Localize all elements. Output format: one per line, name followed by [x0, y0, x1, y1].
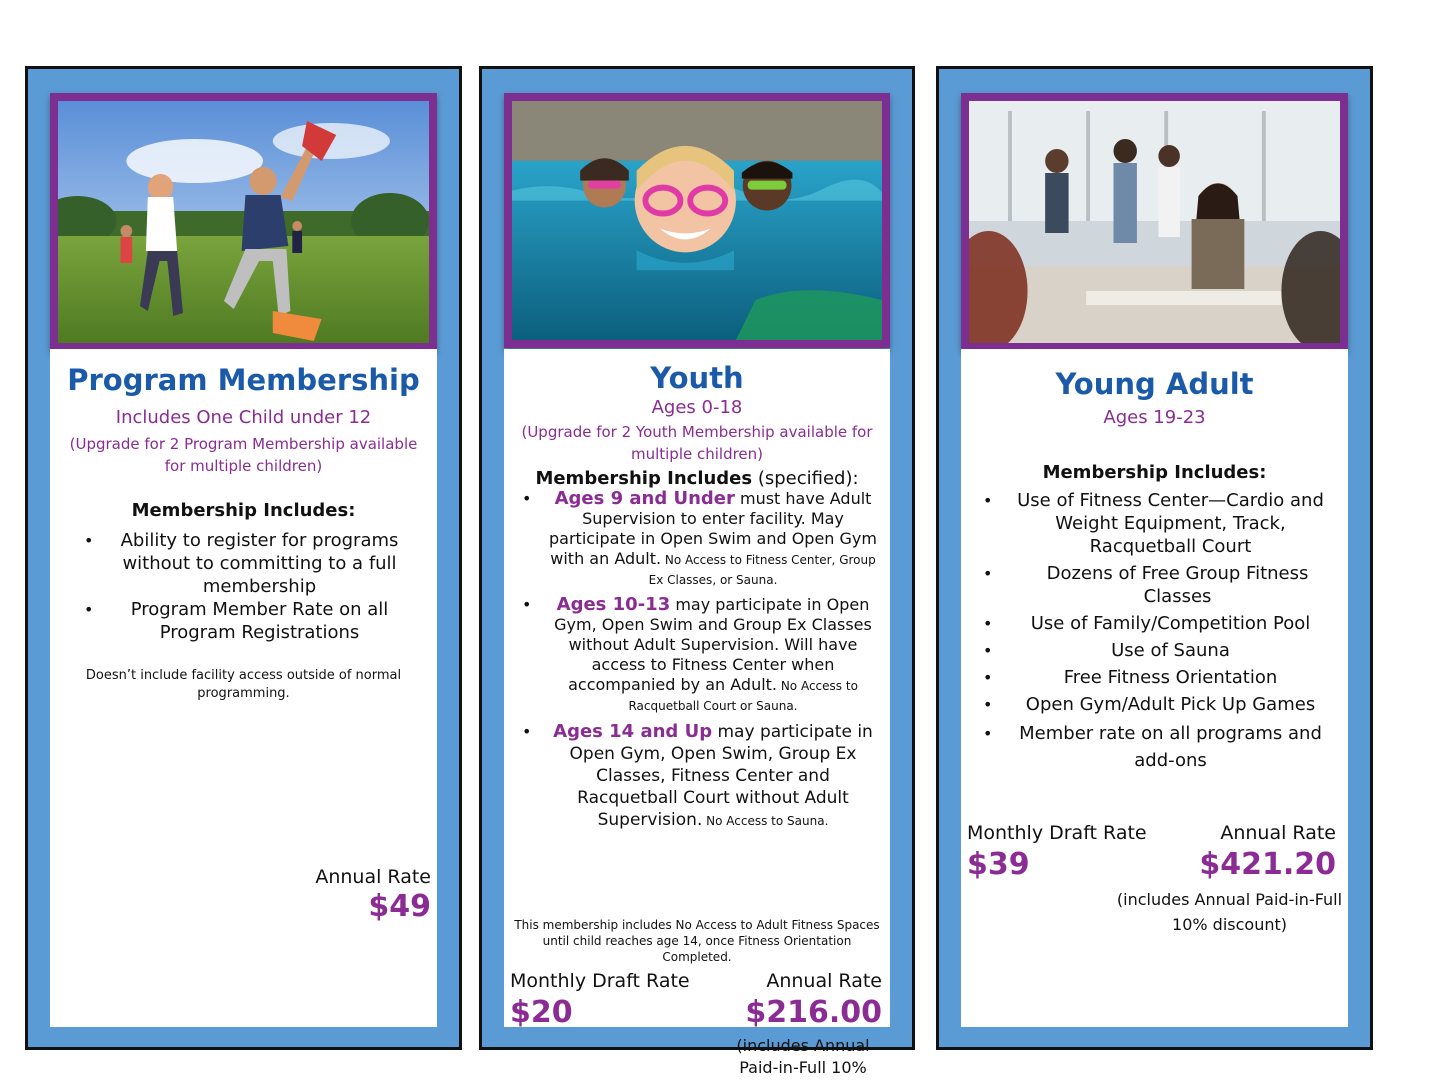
age-group-text: may participate in Open Gym, Open Swim, Group Ex Classes, Fitness Center and Racquetball Court without Adult Supervision. [569, 722, 873, 830]
annual-rate-note: (includes Annual Paid-in-Full 10% discount) [1116, 890, 1343, 934]
kids-photo-illustration [58, 101, 429, 343]
list-item: • Free Fitness Orientation [983, 666, 1332, 689]
list-item: • Ability to register for programs without to committing to a full membership [84, 529, 409, 598]
includes-heading-text: Membership Includes [535, 468, 753, 489]
list-item: • Program Member Rate on all Program Registrations [84, 598, 409, 644]
includes-list [522, 489, 882, 831]
annual-rate-label: Annual Rate [1220, 822, 1336, 844]
program-membership-panel [50, 349, 437, 1027]
list-item: • Open Gym/Adult Pick Up Games [983, 693, 1332, 716]
young-adults-photo [961, 93, 1348, 351]
card-subtitle: Includes One Child under 12 [115, 407, 372, 428]
age-group-label: Ages 9 and Under [554, 488, 735, 509]
age-group-text: must have Adult Supervision to enter facility. May participate in Open Swim and Open Gym with an Adult. [549, 489, 877, 568]
young-adults-photo-illustration [969, 101, 1340, 343]
card-subtitle: Ages 0-18 [651, 397, 743, 418]
age-group-text: may participate in Open Gym, Open Swim and Group Ex Classes without Adult Supervision. Will have access to Fitness Center when accompanied by an Adult. [554, 595, 872, 694]
young-adult-membership-panel [961, 349, 1348, 1027]
kids-swimming-photo [504, 93, 890, 348]
annual-rate-label: Annual Rate [315, 866, 431, 888]
young-adult-membership-card [936, 66, 1373, 1050]
monthly-rate-label: Monthly Draft Rate [510, 970, 690, 992]
program-membership-card [25, 66, 462, 1050]
age-group-label: Ages 14 and Up [553, 721, 713, 742]
monthly-rate-label: Monthly Draft Rate [967, 822, 1147, 844]
monthly-rate-price: $39 [967, 847, 1030, 882]
includes-heading-suffix: (specified): [752, 468, 859, 489]
youth-membership-panel [504, 349, 890, 1077]
annual-rate-note: (includes Annual Paid-in-Full 10% [736, 1036, 870, 1077]
card-title: Youth [650, 361, 744, 395]
card-subtitle: Ages 19-23 [1103, 407, 1206, 428]
list-item [522, 721, 882, 831]
youth-membership-card [479, 66, 915, 1077]
age-group-fine-print: No Access to Sauna. [702, 814, 829, 828]
upgrade-note: (Upgrade for 2 Program Membership available for multiple children) [69, 435, 418, 475]
list-item [522, 489, 882, 589]
annual-rate-label: Annual Rate [766, 970, 882, 992]
list-item: • Use of Family/Competition Pool [983, 612, 1332, 635]
monthly-rate-price: $20 [510, 995, 573, 1030]
list-item [522, 595, 882, 715]
list-item: • Use of Sauna [983, 639, 1332, 662]
kids-playing-outdoors-photo [50, 93, 437, 351]
age-group-fine-print: No Access to Racquetball Court or Sauna. [628, 679, 858, 713]
includes-list [84, 529, 409, 644]
annual-rate-price: $216.00 [745, 995, 882, 1030]
list-item: • Use of Fitness Center—Cardio and Weight Equipment, Track, Racquetball Court [983, 489, 1332, 558]
includes-heading: Membership Includes: [131, 500, 356, 521]
card-title: Program Membership [67, 363, 420, 397]
age-group-label: Ages 10-13 [556, 594, 671, 615]
includes-heading: Membership Includes: [1042, 462, 1267, 483]
list-item: • Member rate on all programs and add-ons [983, 720, 1332, 774]
upgrade-note: (Upgrade for 2 Youth Membership available for multiple children) [521, 423, 873, 463]
age-group-fine-print: No Access to Fitness Center, Group Ex Classes, or Sauna. [648, 553, 876, 587]
access-note: Doesn’t include facility access outside of normal programming. [85, 668, 402, 701]
annual-rate-price: $421.20 [1199, 847, 1336, 882]
pool-photo-illustration [512, 101, 882, 340]
card-title: Young Adult [1055, 367, 1254, 401]
list-item: • Dozens of Free Group Fitness Classes [983, 562, 1332, 608]
includes-list [983, 489, 1332, 774]
annual-rate-price: $49 [368, 889, 431, 924]
access-note: This membership includes No Access to Adult Fitness Spaces until child reaches age 14, once Fitness Orientation Completed. [514, 918, 880, 964]
